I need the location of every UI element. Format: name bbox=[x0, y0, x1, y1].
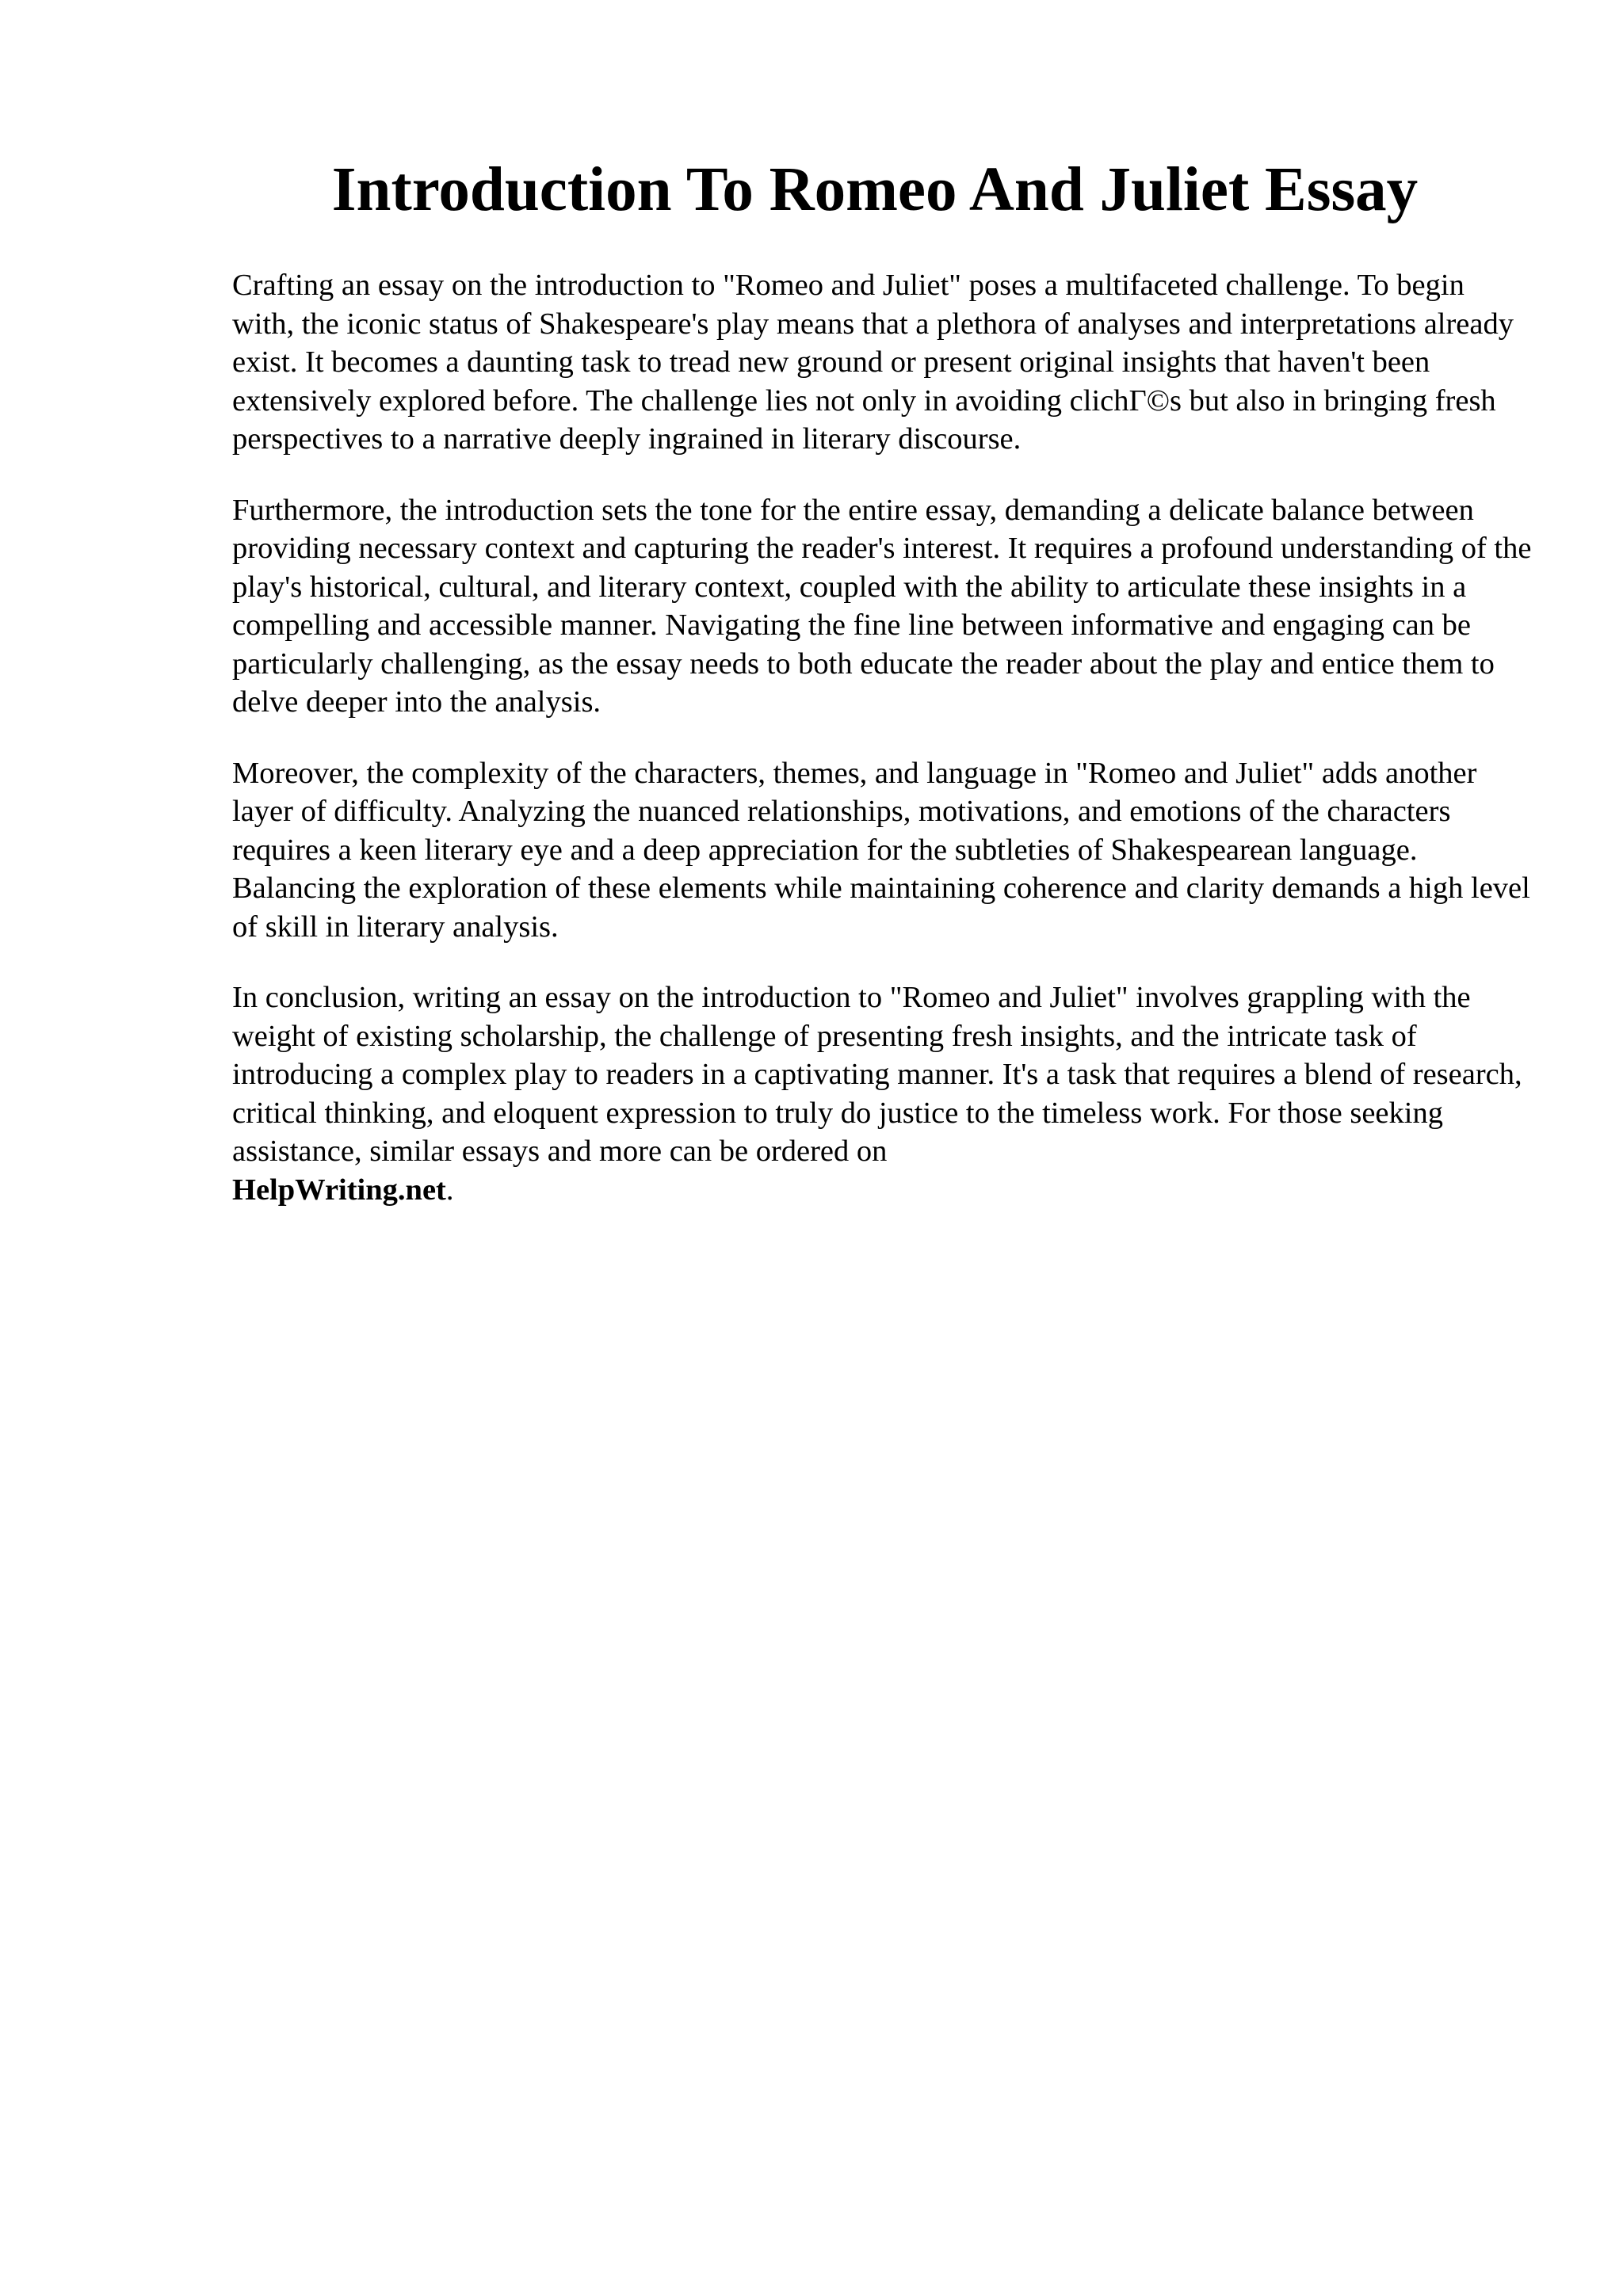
end-punctuation: . bbox=[445, 1173, 454, 1207]
brand-name: HelpWriting.net bbox=[232, 1173, 446, 1207]
page-title: Introduction To Romeo And Juliet Essay bbox=[331, 155, 1419, 224]
conclusion-text: In conclusion, writing an essay on the introduction to "Romeo and Juliet" involves grappling with the weight of existing scholarship, the challenge of presenting fresh insights, and the intricate task of introducing a complex play to readers in a captivating manner. It's a task that requires a blend of research, critical thinking, and eloquent expression to truly do justice to the timeless work. For those seeking assistance, similar essays and more can be ordered on bbox=[232, 981, 1522, 1168]
essay-body bbox=[232, 266, 1532, 1241]
paragraph-conclusion bbox=[232, 978, 1532, 1209]
paragraph-3: Moreover, the complexity of the characters, themes, and language in "Romeo and Juliet" adds another layer of difficulty. Analyzing the nuanced relationships, motivations, and emotions of the characters requires a keen literary eye and a deep appreciation for the subtleties of Shakespearean language. Balancing the exploration of these elements while maintaining coherence and clarity demands a high level of skill in literary analysis. bbox=[232, 756, 1530, 944]
paragraph-1: Crafting an essay on the introduction to "Romeo and Juliet" poses a multifaceted challenge. To begin with, the iconic status of Shakespeare's play means that a plethora of analyses and interpretations already exist. It becomes a daunting task to tread new ground or present original insights that haven't been extensively explored before. The challenge lies not only in avoiding clichГ©s but also in bringing fresh perspectives to a narrative deeply ingrained in literary discourse. bbox=[232, 269, 1514, 456]
paragraph-2: Furthermore, the introduction sets the tone for the entire essay, demanding a delicate balance between providing necessary context and capturing the reader's interest. It requires a profound understanding of the play's historical, cultural, and literary context, coupled with the ability to articulate these insights in a compelling and accessible manner. Navigating the fine line between informative and engaging can be particularly challenging, as the essay needs to both educate the reader about the play and entice them to delve deeper into the analysis. bbox=[232, 493, 1532, 719]
